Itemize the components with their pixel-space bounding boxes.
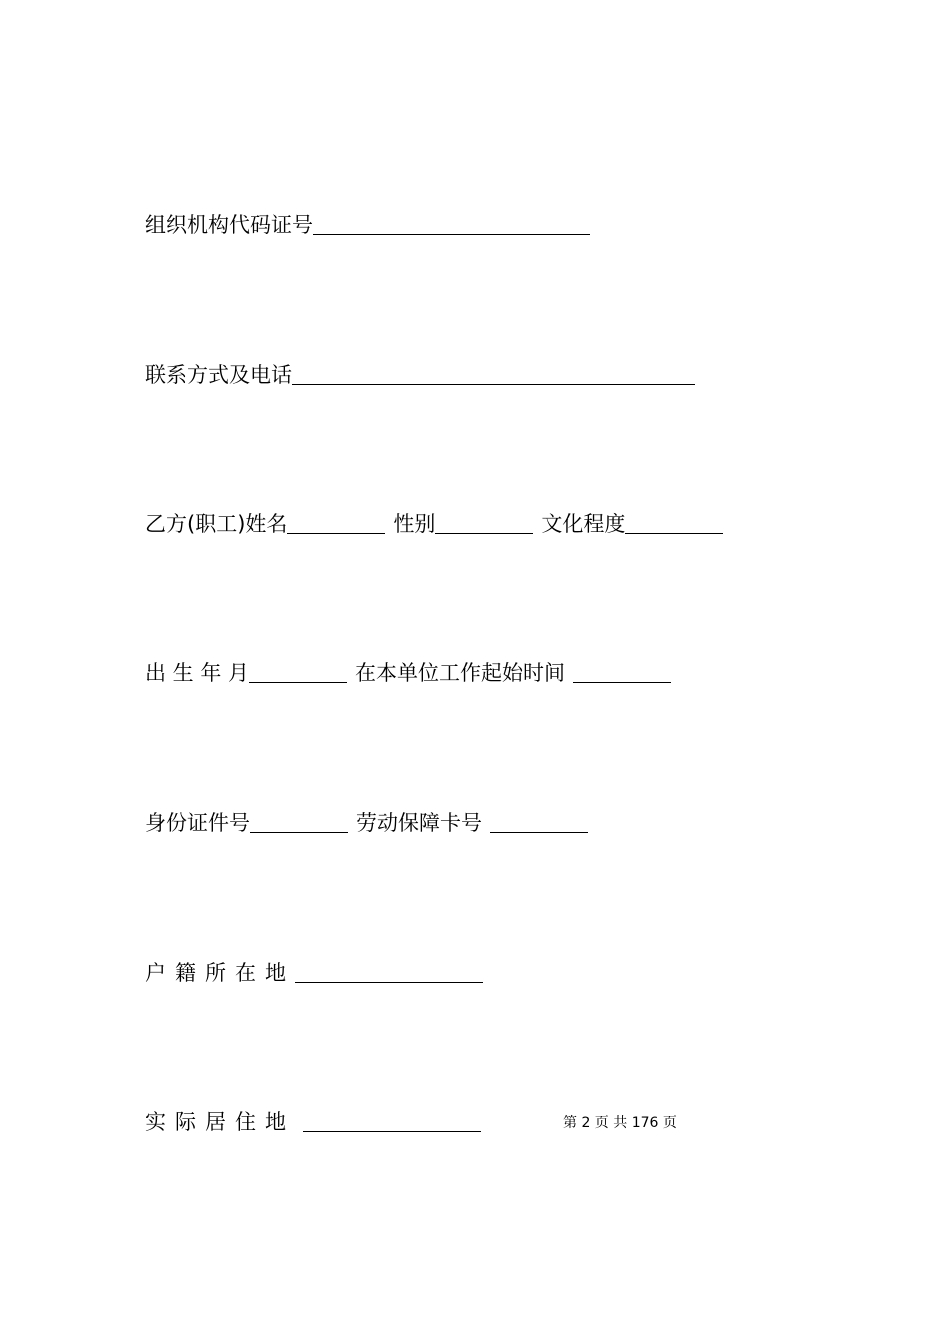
hukou-blank[interactable] [295, 958, 483, 983]
org-code-label: 组织机构代码证号 [145, 213, 313, 237]
residence-blank[interactable] [303, 1107, 481, 1132]
residence-line [145, 1105, 481, 1135]
education-label: 文化程度 [541, 512, 626, 536]
employee-name-blank[interactable] [287, 509, 385, 534]
id-blank[interactable] [250, 808, 348, 833]
employee-name-label: 乙方(职工)姓名 [145, 512, 288, 536]
start-time-label: 在本单位工作起始时间 [355, 661, 566, 685]
start-time-blank[interactable] [573, 658, 671, 683]
hukou-label: 户籍所在地 [145, 961, 295, 985]
contact-label: 联系方式及电话 [145, 363, 292, 387]
gender-blank[interactable] [435, 509, 533, 534]
id-label: 身份证件号 [145, 811, 250, 835]
page-number: 第 2 页 共 176 页 [563, 1115, 677, 1131]
gender-label: 性别 [393, 512, 436, 536]
org-code-line [145, 208, 590, 238]
contact-blank[interactable] [292, 360, 695, 385]
birth-blank[interactable] [249, 658, 347, 683]
id-line [145, 806, 588, 836]
hukou-line [145, 956, 483, 986]
labor-card-label: 劳动保障卡号 [356, 811, 482, 835]
labor-card-blank[interactable] [490, 808, 588, 833]
birth-label: 出 生 年 月 [145, 661, 250, 685]
education-blank[interactable] [625, 509, 723, 534]
employee-info-line [145, 507, 723, 537]
org-code-blank[interactable] [313, 210, 590, 235]
birth-line [145, 656, 671, 686]
contact-line [145, 358, 695, 388]
residence-label: 实际居住地 [145, 1110, 295, 1134]
